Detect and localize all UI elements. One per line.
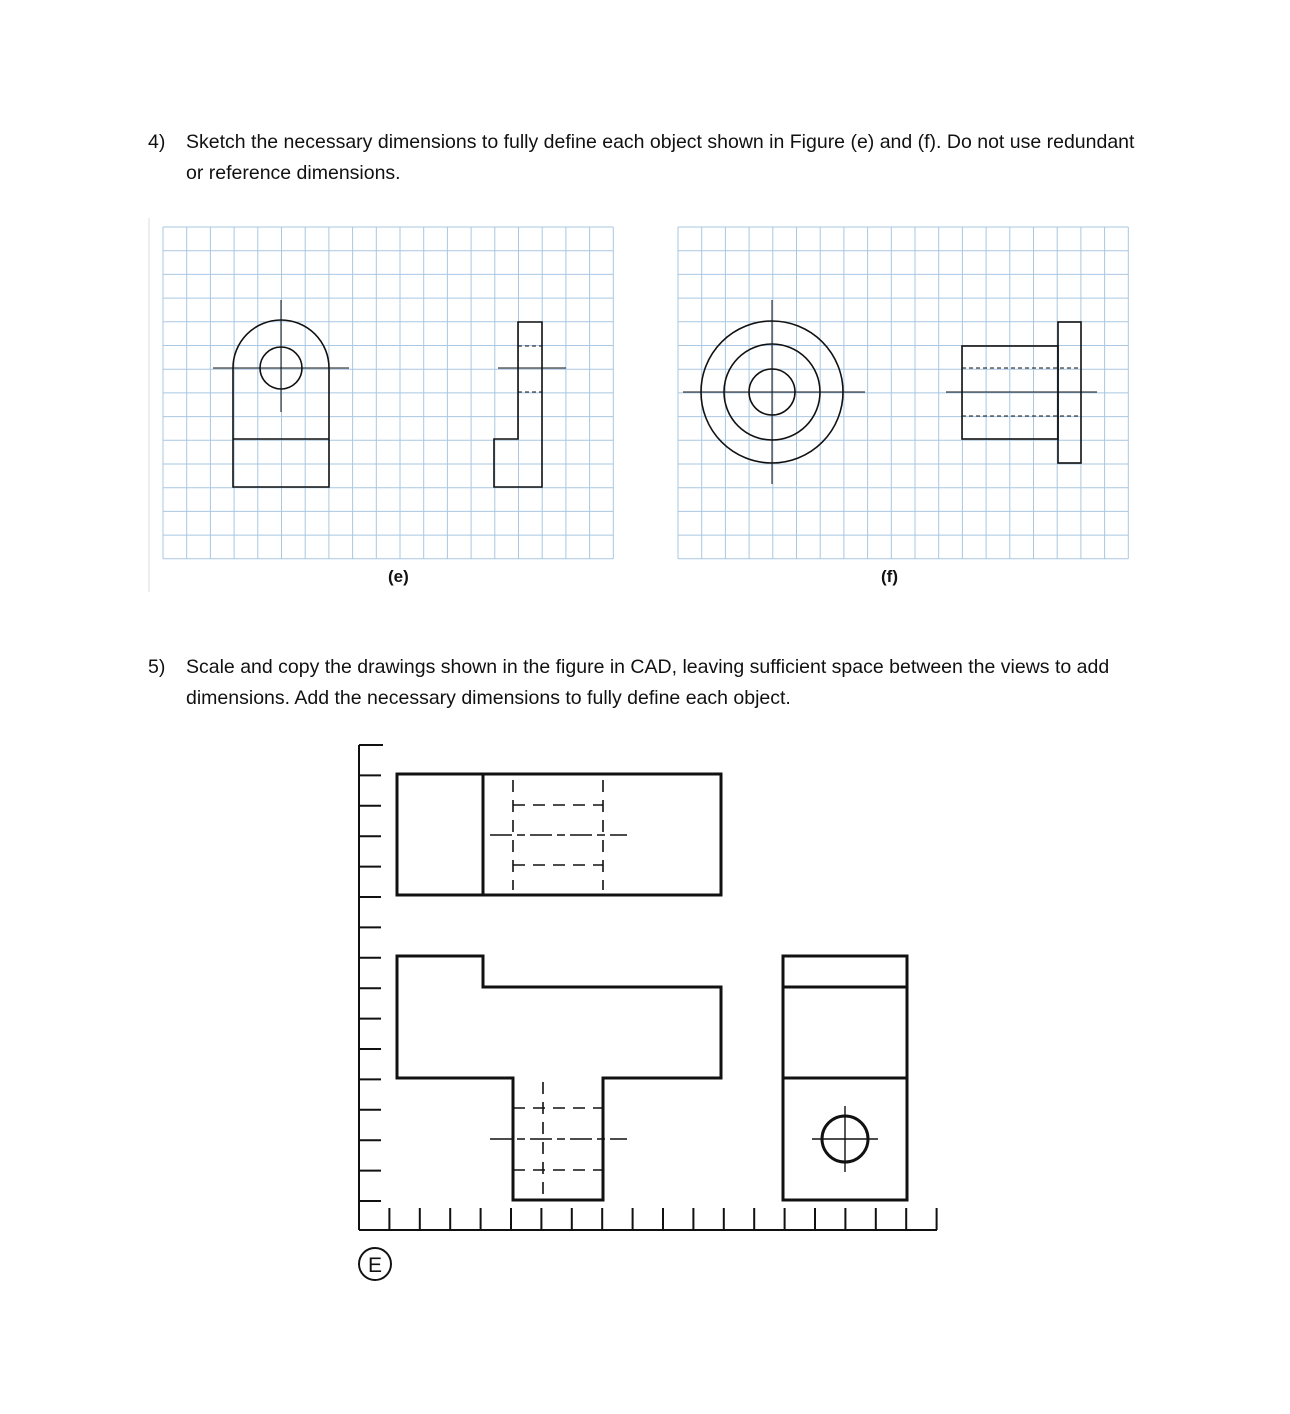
question-5-number: 5) [148,656,166,678]
question-4-number: 4) [148,131,166,153]
figure-f-grid [678,227,1128,559]
figure-E-side-centerlines [812,1106,878,1172]
figure-E-front-outline [397,956,721,1200]
figure-e-grid [163,227,613,559]
figure-f-front-centerlines [683,300,865,484]
figure-E-badge [359,1248,391,1280]
question-4-text: Sketch the necessary dimensions to fully define each object shown in Figure (e) and (f). Do not use redundant or reference dimensions. [186,131,1135,184]
figure-f-label: (f) [881,567,898,586]
figure-e-label: (e) [388,567,409,586]
figure-E-badge-letter: E [367,1254,383,1277]
figure-E-front-view [397,956,721,1200]
question-5-text: Scale and copy the drawings shown in the figure in CAD, leaving sufficient space between the views to add dimensions. Add the necessary dimensions to fully define each object. [186,656,1110,709]
